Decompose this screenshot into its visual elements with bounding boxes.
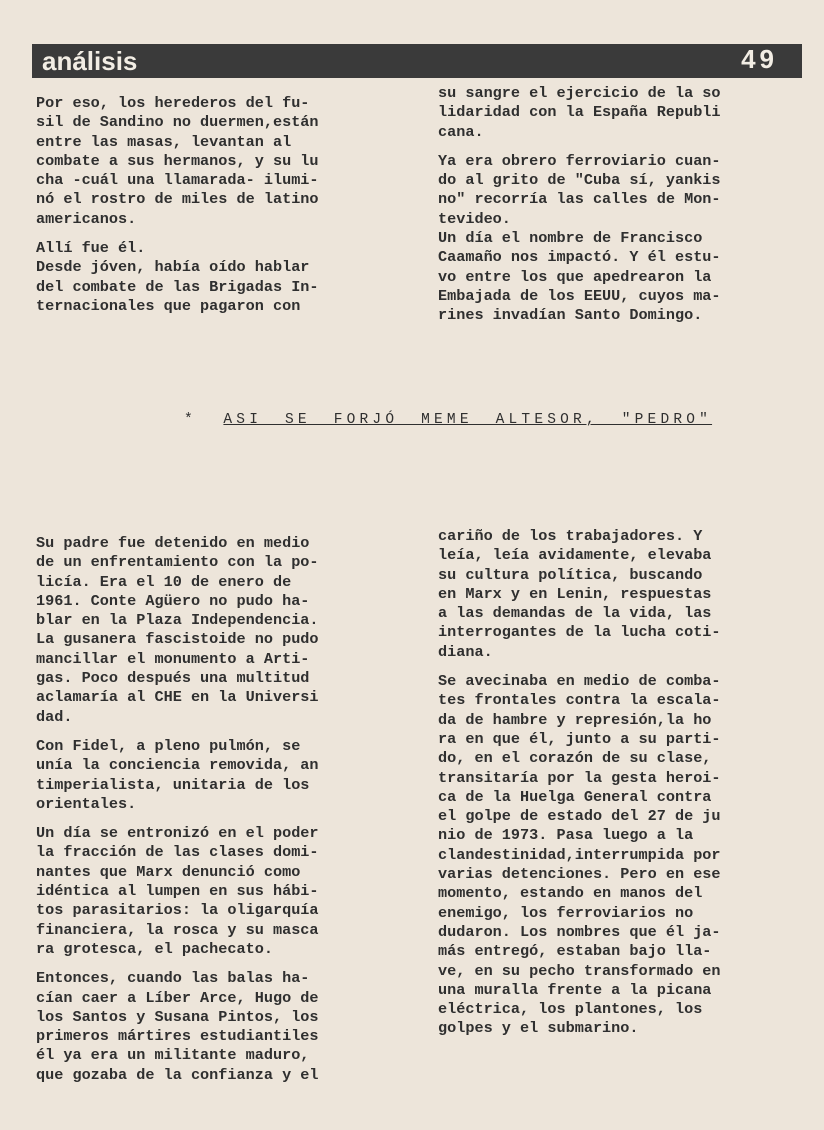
text-line: dad. xyxy=(36,707,73,726)
text-line: Su padre fue detenido en medio xyxy=(36,534,310,552)
paragraph xyxy=(36,534,401,727)
text-line: golpes y el submarino. xyxy=(438,1019,639,1038)
text-line: eléctrica, los plantones, los xyxy=(438,1000,703,1019)
section-header-bar xyxy=(32,44,802,78)
text-line: Con Fidel, a pleno pulmón, se xyxy=(36,736,301,755)
text-line: aclamaría al CHE en la Universi xyxy=(36,688,319,707)
text-line: el golpe de estado del 27 de ju xyxy=(438,807,721,826)
text-line: su sangre el ejercicio de la so xyxy=(438,84,721,102)
text-line: ternacionales que pagaron con xyxy=(36,296,301,315)
text-line: los Santos y Susana Pintos, los xyxy=(36,1007,319,1026)
text-line: Embajada de los EEUU, cuyos ma- xyxy=(438,286,721,305)
paragraph xyxy=(438,84,806,142)
paragraph xyxy=(438,527,806,662)
column-bottom-left xyxy=(36,534,401,1085)
text-line: Por eso, los herederos del fu- xyxy=(36,94,310,112)
text-line: Un día el nombre de Francisco xyxy=(438,229,703,248)
text-line: leía, leía avidamente, elevaba xyxy=(438,546,712,565)
text-line: do, en el corazón de su clase, xyxy=(438,749,712,768)
text-line: clandestinidad,interrumpida por xyxy=(438,845,721,864)
text-line: más entregó, estaban bajo lla- xyxy=(438,942,712,961)
text-line: gas. Poco después una multitud xyxy=(36,669,310,688)
text-line: sil de Sandino no duermen,están xyxy=(36,113,319,132)
text-line: tevideo. xyxy=(438,209,511,228)
paragraph xyxy=(36,737,401,814)
text-line: nantes que Marx denunció como xyxy=(36,862,301,881)
text-line: americanos. xyxy=(36,209,137,228)
text-line: que gozaba de la confianza y el xyxy=(36,1065,319,1084)
text-line: Desde jóven, había oído hablar xyxy=(36,258,310,277)
text-line: entre las masas, levantan al xyxy=(36,132,292,151)
text-line: La gusanera fascistoide no pudo xyxy=(36,630,319,649)
article-heading xyxy=(184,412,712,428)
text-line: combate a sus hermanos, y su lu xyxy=(36,151,319,170)
text-line: enemigo, los ferroviarios no xyxy=(438,903,694,922)
heading-bullet: * xyxy=(184,412,193,428)
text-line: dudaron. Los nombres que él ja- xyxy=(438,922,721,941)
page-number: 49 xyxy=(741,44,778,74)
text-line: no" recorría las calles de Mon- xyxy=(438,190,721,209)
text-line: a las demandas de la vida, las xyxy=(438,604,712,623)
text-line: diana. xyxy=(438,642,493,661)
heading-title: ASI SE FORJÓ MEME ALTESOR, "PEDRO" xyxy=(223,412,713,428)
text-line: en Marx y en Lenin, respuestas xyxy=(438,584,712,603)
text-line: mancillar el monumento a Arti- xyxy=(36,649,310,668)
column-bottom-right xyxy=(438,527,806,1039)
paragraph xyxy=(36,239,401,316)
text-line: ra grotesca, el pachecato. xyxy=(36,939,273,958)
section-title: análisis xyxy=(42,46,138,76)
text-line: una muralla frente a la picana xyxy=(438,980,712,999)
text-line: orientales. xyxy=(36,794,137,813)
text-line: da de hambre y represión,la ho xyxy=(438,710,712,729)
text-line: ve, en su pecho transformado en xyxy=(438,961,721,980)
text-line: financiera, la rosca y su masca xyxy=(36,920,319,939)
text-line: nio de 1973. Pasa luego a la xyxy=(438,826,694,845)
text-line: rines invadían Santo Domingo. xyxy=(438,306,703,325)
paragraph xyxy=(36,824,401,959)
text-line: él ya era un militante maduro, xyxy=(36,1046,310,1065)
text-line: timperialista, unitaria de los xyxy=(36,775,310,794)
text-line: Se avecinaba en medio de comba- xyxy=(438,672,721,691)
text-line: unía la conciencia removida, an xyxy=(36,756,319,775)
text-line: de un enfrentamiento con la po- xyxy=(36,553,319,572)
text-line: 1961. Conte Agüero no pudo ha- xyxy=(36,591,310,610)
text-line: Un día se entronizó en el poder xyxy=(36,824,319,843)
text-line: Entonces, cuando las balas ha- xyxy=(36,969,310,988)
text-line: su cultura política, buscando xyxy=(438,565,703,584)
text-line: Caamaño nos impactó. Y él estu- xyxy=(438,248,721,267)
text-line: cariño de los trabajadores. Y xyxy=(438,527,703,545)
text-line: cían caer a Líber Arce, Hugo de xyxy=(36,988,319,1007)
text-line: tes frontales contra la escala- xyxy=(438,691,721,710)
text-line: Allí fue él. xyxy=(36,239,146,258)
paragraph xyxy=(36,94,401,229)
text-line: ca de la Huelga General contra xyxy=(438,787,712,806)
text-line: vo entre los que apedrearon la xyxy=(438,267,712,286)
text-line: tos parasitarios: la oligarquía xyxy=(36,901,319,920)
paragraph xyxy=(438,672,806,1039)
text-line: lidaridad con la España Republi xyxy=(438,103,721,122)
text-line: transitaría por la gesta heroi- xyxy=(438,768,721,787)
text-line: primeros mártires estudiantiles xyxy=(36,1027,319,1046)
text-line: idéntica al lumpen en sus hábi- xyxy=(36,882,319,901)
text-line: nó el rostro de miles de latino xyxy=(36,190,319,209)
text-line: blar en la Plaza Independencia. xyxy=(36,611,319,630)
column-top-right xyxy=(438,84,806,326)
column-top-left xyxy=(36,94,401,316)
text-line: momento, estando en manos del xyxy=(438,884,703,903)
text-line: ra en que él, junto a su parti- xyxy=(438,729,721,748)
text-line: do al grito de "Cuba sí, yankis xyxy=(438,171,721,190)
text-line: del combate de las Brigadas In- xyxy=(36,277,319,296)
text-line: interrogantes de la lucha coti- xyxy=(438,623,721,642)
text-line: licía. Era el 10 de enero de xyxy=(36,572,292,591)
text-line: varias detenciones. Pero en ese xyxy=(438,865,721,884)
paragraph xyxy=(438,152,806,326)
text-line: la fracción de las clases domi- xyxy=(36,843,319,862)
text-line: Ya era obrero ferroviario cuan- xyxy=(438,151,721,170)
text-line: cana. xyxy=(438,122,484,141)
paragraph xyxy=(36,969,401,1085)
text-line: cha -cuál una llamarada- ilumi- xyxy=(36,171,319,190)
